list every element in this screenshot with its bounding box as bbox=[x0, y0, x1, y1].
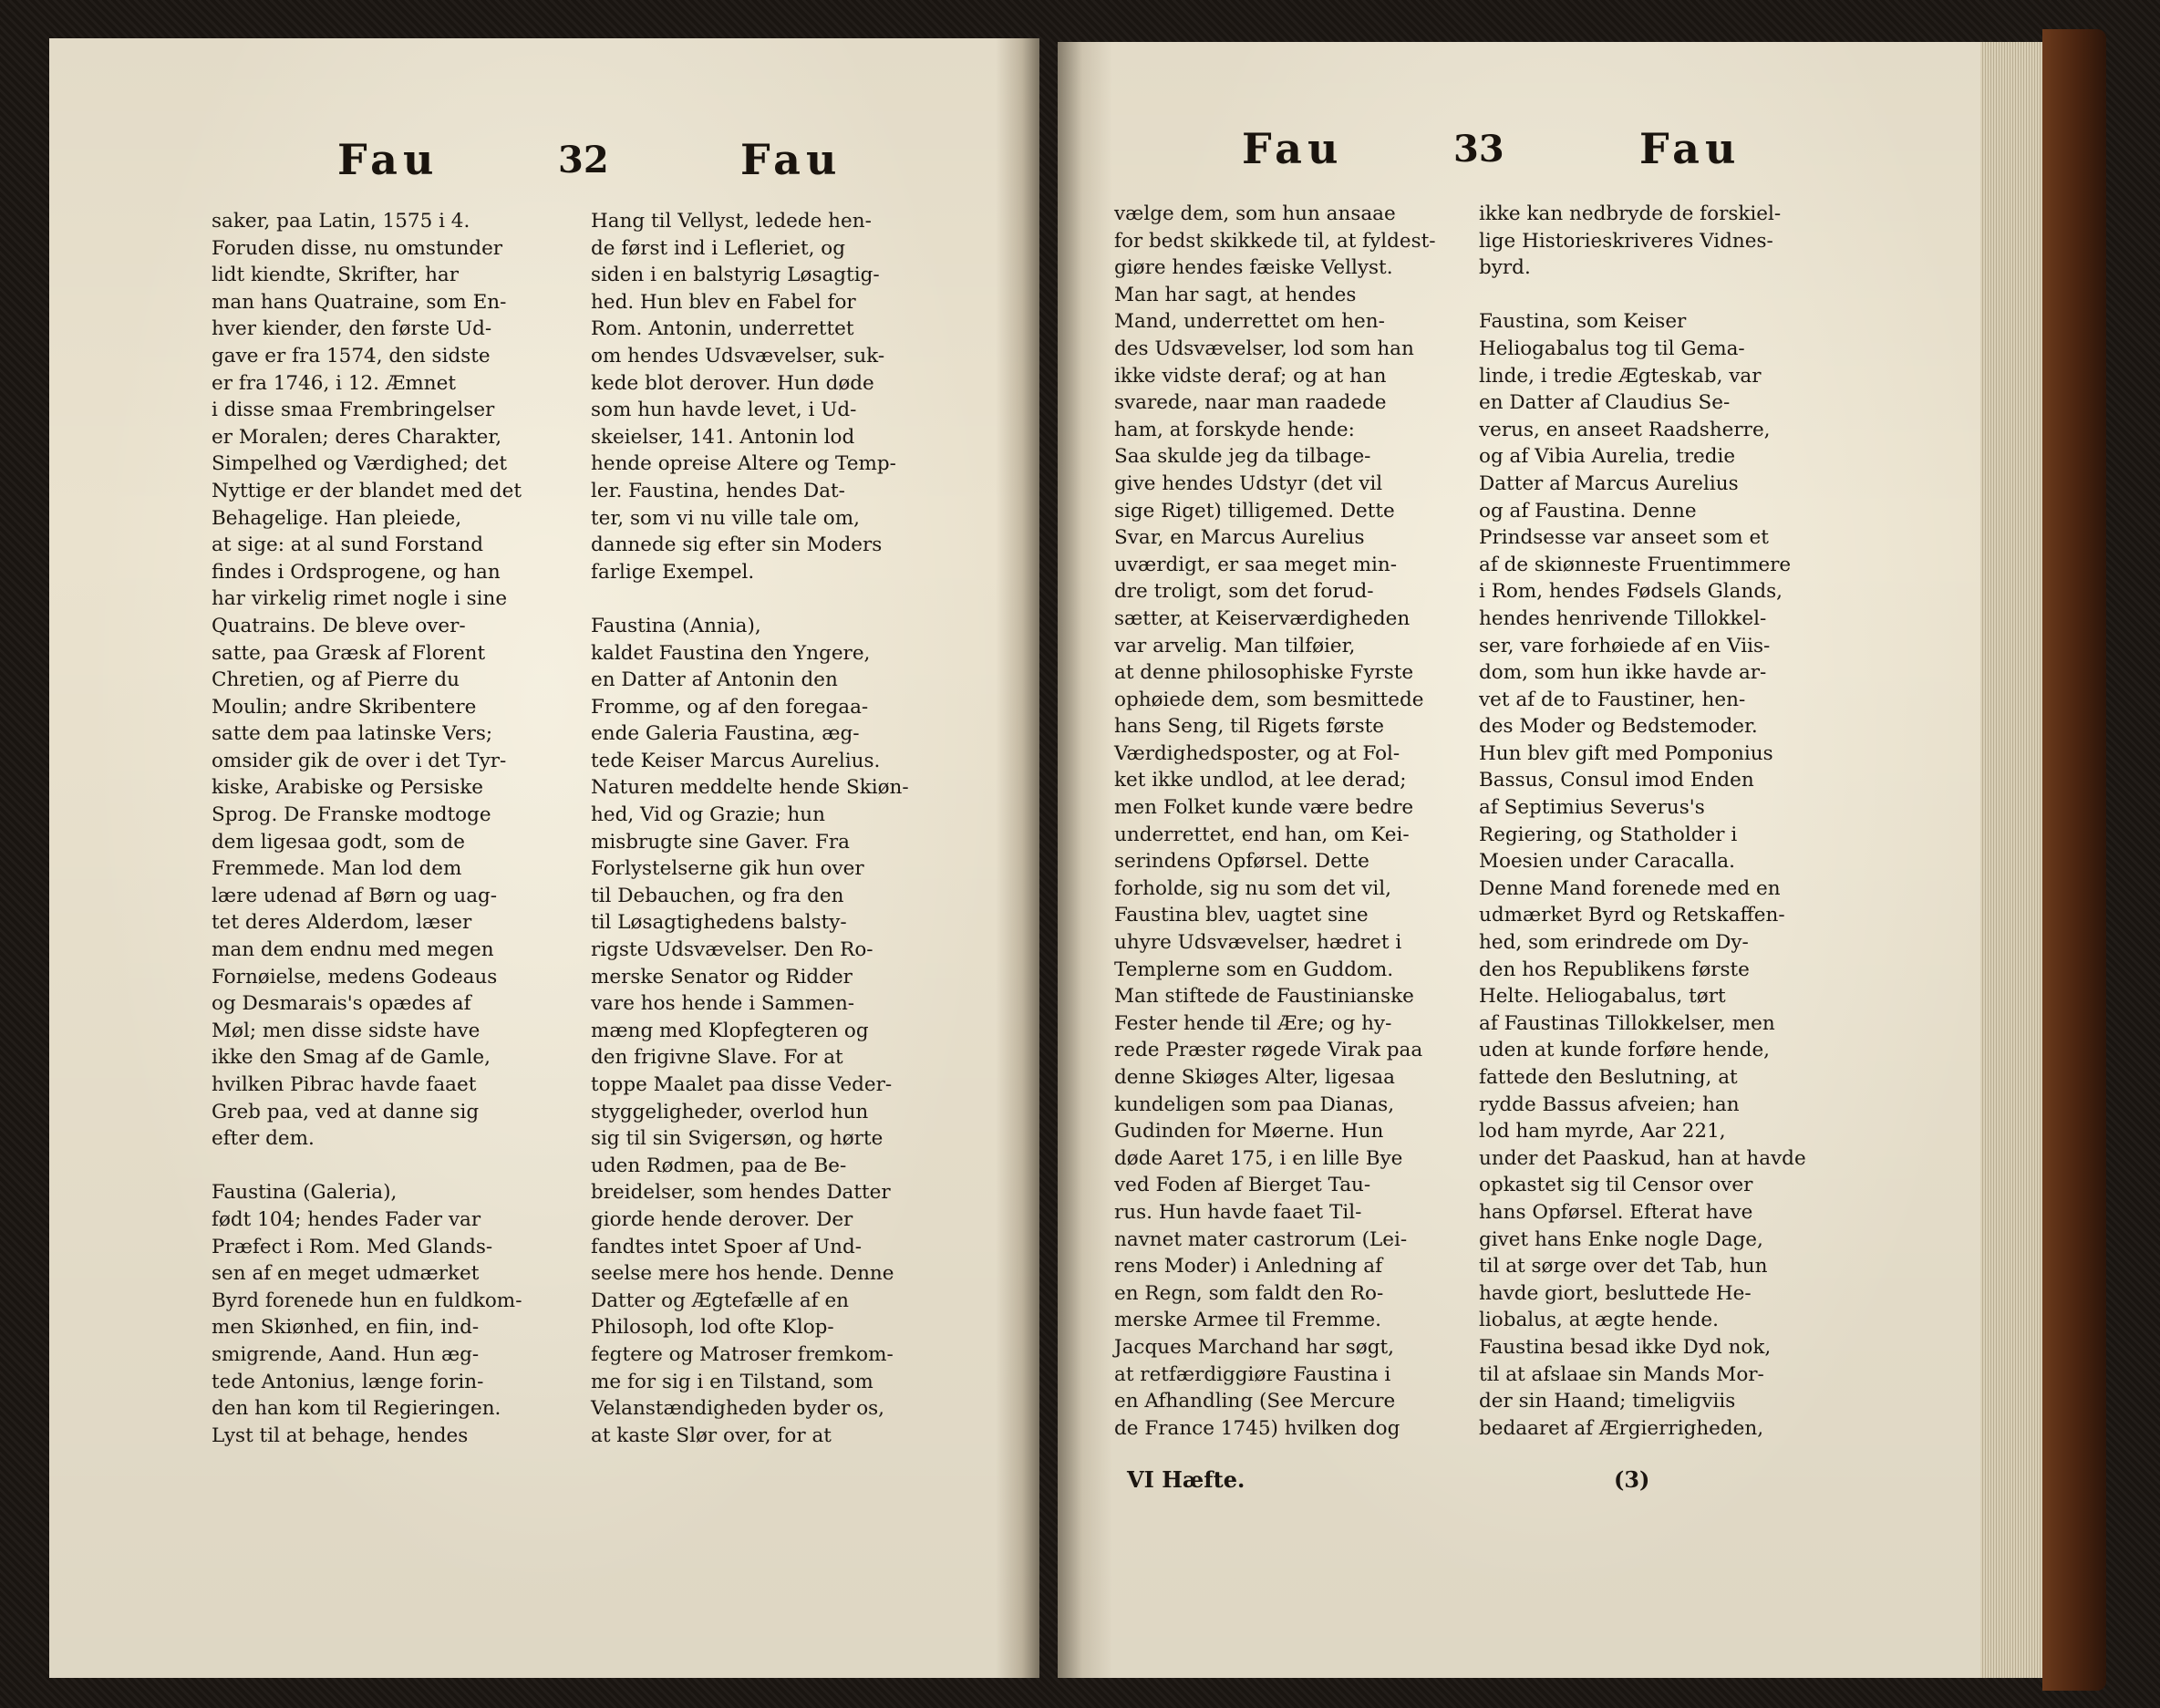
text-line: den frigivne Slave. For at bbox=[591, 1046, 843, 1070]
text-line: Regiering, og Statholder i bbox=[1479, 823, 1738, 846]
text-line: svarede, naar man raadede bbox=[1114, 391, 1387, 415]
text-line: og af Faustina. Denne bbox=[1479, 499, 1697, 523]
text-line: mæng med Klopfegteren og bbox=[591, 1019, 869, 1042]
text-line: Gudinden for Møerne. Hun bbox=[1114, 1120, 1384, 1144]
text-line: findes i Ordsprogene, og han bbox=[212, 560, 501, 584]
text-line: verus, en anseet Raadsherre, bbox=[1479, 418, 1771, 441]
text-line: uden Rødmen, paa de Be- bbox=[591, 1154, 847, 1177]
text-line: Rom. Antonin, underrettet bbox=[591, 317, 854, 341]
right-page-column-2 bbox=[1479, 201, 1806, 1442]
text-line: merske Senator og Ridder bbox=[591, 965, 853, 989]
text-line: en Datter af Claudius Se- bbox=[1479, 391, 1731, 415]
text-line: man dem endnu med megen bbox=[212, 938, 494, 962]
text-line: i Rom, hendes Fødsels Glands, bbox=[1479, 580, 1783, 604]
text-line: for bedst skikkede til, at fyldest- bbox=[1114, 229, 1436, 253]
left-page-column-1 bbox=[212, 208, 522, 1449]
text-line: Hun blev gift med Pomponius bbox=[1479, 741, 1773, 765]
right-page-column-1 bbox=[1114, 201, 1436, 1442]
text-line: ser, vare forhøiede af en Viis- bbox=[1479, 634, 1771, 657]
text-line: af de skiønneste Fruentimmere bbox=[1479, 553, 1792, 576]
text-line: hans Seng, til Rigets første bbox=[1114, 715, 1384, 739]
text-line: ved Foden af Bierget Tau- bbox=[1114, 1174, 1371, 1197]
text-line: vare hos hende i Sammen- bbox=[591, 992, 855, 1016]
text-line: gave er fra 1574, den sidste bbox=[212, 344, 491, 367]
text-line: Saa skulde jeg da tilbage- bbox=[1114, 445, 1371, 469]
text-line: sætter, at Keiserværdigheden bbox=[1114, 606, 1411, 630]
text-line: Behagelige. Han pleiede, bbox=[212, 506, 462, 530]
text-line: om hendes Udsvævelser, suk- bbox=[591, 344, 885, 367]
text-line: farlige Exempel. bbox=[591, 560, 755, 584]
text-line: underrettet, end han, om Kei- bbox=[1114, 823, 1410, 846]
text-line: Man har sagt, at hendes bbox=[1114, 283, 1357, 306]
text-line: toppe Maalet paa disse Veder- bbox=[591, 1073, 893, 1096]
text-line: fegtere og Matroser fremkom- bbox=[591, 1342, 894, 1366]
text-line: merske Armee til Fremme. bbox=[1114, 1309, 1381, 1332]
text-line bbox=[591, 585, 909, 613]
gutter-shadow-left bbox=[996, 38, 1039, 1678]
text-line: breidelser, som hendes Datter bbox=[591, 1181, 891, 1205]
text-line: give hendes Udstyr (det vil bbox=[1114, 471, 1383, 495]
text-line: lidt kiendte, Skrifter, har bbox=[212, 264, 460, 287]
text-line: Lyst til at behage, hendes bbox=[212, 1423, 469, 1447]
left-header-left-word: Fau bbox=[337, 135, 439, 184]
text-line: Svar, en Marcus Aurelius bbox=[1114, 526, 1365, 550]
text-line: ikke vidste deraf; og at han bbox=[1114, 364, 1387, 388]
text-line: en Regn, som faldt den Ro- bbox=[1114, 1281, 1384, 1305]
text-line: til Debauchen, og fra den bbox=[591, 884, 844, 907]
text-line: Velanstændigheden byder os, bbox=[591, 1397, 885, 1421]
text-line: Fromme, og af den foregaa- bbox=[591, 695, 869, 719]
text-line: sig til sin Svigersøn, og hørte bbox=[591, 1127, 884, 1151]
text-line: giøre hendes fæiske Vellyst. bbox=[1114, 256, 1393, 280]
text-line: Faustina, som Keiser bbox=[1479, 310, 1687, 334]
text-line bbox=[1479, 282, 1806, 309]
text-line: at denne philosophiske Fyrste bbox=[1114, 661, 1414, 685]
text-line: smigrende, Aand. Hun æg- bbox=[212, 1342, 480, 1366]
text-line: Præfect i Rom. Med Glands- bbox=[212, 1235, 493, 1258]
text-line: i disse smaa Frembringelser bbox=[212, 399, 495, 422]
text-line: Templerne som en Guddom. bbox=[1114, 958, 1394, 981]
text-line: er fra 1746, i 12. Æmnet bbox=[212, 371, 456, 395]
text-line: Datter og Ægtefælle af en bbox=[591, 1289, 850, 1312]
text-line: døde Aaret 175, i en lille Bye bbox=[1114, 1146, 1403, 1170]
right-page-number: 33 bbox=[1453, 128, 1504, 171]
text-line: skeielser, 141. Antonin lod bbox=[591, 425, 855, 449]
text-line: til at sørge over det Tab, hun bbox=[1479, 1255, 1768, 1278]
signature-mark-gathering: (3) bbox=[1614, 1466, 1650, 1493]
text-line: af Faustinas Tillokkelser, men bbox=[1479, 1011, 1775, 1035]
text-line: lige Historieskriveres Vidnes- bbox=[1479, 229, 1773, 253]
text-line: Denne Mand forenede med en bbox=[1479, 876, 1781, 900]
text-line: linde, i tredie Ægteskab, var bbox=[1479, 364, 1762, 388]
text-line: ende Galeria Faustina, æg- bbox=[591, 722, 860, 746]
text-line: ophøiede dem, som besmittede bbox=[1114, 688, 1424, 711]
text-line: Sprog. De Franske modtoge bbox=[212, 803, 491, 827]
text-line: byrd. bbox=[1479, 256, 1531, 280]
text-line: giorde hende derover. Der bbox=[591, 1207, 853, 1231]
text-line: var arvelig. Man tilføier, bbox=[1114, 634, 1356, 657]
text-line: satte, paa Græsk af Florent bbox=[212, 641, 486, 665]
text-line: forholde, sig nu som det vil, bbox=[1114, 876, 1391, 900]
right-header-right-word: Fau bbox=[1639, 124, 1741, 173]
text-line: Nyttige er der blandet med det bbox=[212, 479, 522, 502]
text-line: rydde Bassus afveien; han bbox=[1479, 1092, 1740, 1116]
text-line: des Moder og Bedstemoder. bbox=[1479, 715, 1758, 739]
text-line: Simpelhed og Værdighed; det bbox=[212, 452, 508, 476]
text-line: siden i en balstyrig Løsagtig- bbox=[591, 264, 880, 287]
text-line: at sige: at al sund Forstand bbox=[212, 533, 483, 557]
text-line: Helte. Heliogabalus, tørt bbox=[1479, 985, 1726, 1009]
text-line: hvilken Pibrac havde faaet bbox=[212, 1073, 477, 1096]
text-line: Man stiftede de Faustinianske bbox=[1114, 985, 1414, 1009]
text-line: ikke den Smag af de Gamle, bbox=[212, 1046, 491, 1070]
text-line: seelse mere hos hende. Denne bbox=[591, 1262, 894, 1286]
text-line: Hang til Vellyst, ledede hen- bbox=[591, 210, 872, 233]
text-line: saker, paa Latin, 1575 i 4. bbox=[212, 210, 470, 233]
text-line: der sin Haand; timeligviis bbox=[1479, 1390, 1736, 1413]
text-line: Bassus, Consul imod Enden bbox=[1479, 769, 1754, 792]
text-line: Greb paa, ved at danne sig bbox=[212, 1100, 480, 1123]
text-line: hendes henrivende Tillokkel- bbox=[1479, 606, 1767, 630]
text-line: til at afslaae sin Mands Mor- bbox=[1479, 1362, 1764, 1386]
text-line: af Septimius Severus's bbox=[1479, 796, 1705, 820]
text-line: de først ind i Lefleriet, og bbox=[591, 236, 845, 260]
text-line: under det Paaskud, han at havde bbox=[1479, 1146, 1806, 1170]
text-line: har virkelig rimet nogle i sine bbox=[212, 587, 508, 611]
text-line: Prindsesse var anseet som et bbox=[1479, 526, 1769, 550]
text-line: hans Opførsel. Efterat have bbox=[1479, 1200, 1753, 1224]
text-line: til Løsagtighedens balsty- bbox=[591, 911, 847, 935]
text-line: og Desmarais's opædes af bbox=[212, 992, 471, 1016]
text-line: tede Antonius, længe forin- bbox=[212, 1370, 484, 1393]
text-line: hver kiender, den første Ud- bbox=[212, 317, 492, 341]
text-line: kiske, Arabiske og Persiske bbox=[212, 776, 483, 800]
text-line: hed, Vid og Grazie; hun bbox=[591, 803, 825, 827]
text-line: den han kom til Regieringen. bbox=[212, 1397, 501, 1421]
text-line: Naturen meddelte hende Skiøn- bbox=[591, 776, 909, 800]
text-line: men Skiønhed, en fiin, ind- bbox=[212, 1316, 480, 1340]
text-line: havde giort, besluttede He- bbox=[1479, 1281, 1752, 1305]
text-line: Faustina besad ikke Dyd nok, bbox=[1479, 1335, 1772, 1359]
text-line: Datter af Marcus Aurelius bbox=[1479, 471, 1739, 495]
text-line: serindens Opførsel. Dette bbox=[1114, 850, 1369, 874]
text-line: fattede den Beslutning, at bbox=[1479, 1066, 1738, 1089]
text-line: hed. Hun blev en Fabel for bbox=[591, 290, 856, 314]
text-line: Philosoph, lod ofte Klop- bbox=[591, 1316, 834, 1340]
text-line: Moulin; andre Skribentere bbox=[212, 695, 477, 719]
right-header-left-word: Fau bbox=[1242, 124, 1344, 173]
text-line: rigste Udsvævelser. Den Ro- bbox=[591, 938, 873, 962]
text-line: tet deres Alderdom, læser bbox=[212, 911, 472, 935]
text-line: des Udsvævelser, lod som han bbox=[1114, 336, 1414, 360]
text-line: styggeligheder, overlod hun bbox=[591, 1100, 869, 1123]
text-line: man hans Quatraine, som En- bbox=[212, 290, 507, 314]
text-line: Heliogabalus tog til Gema- bbox=[1479, 336, 1745, 360]
text-line: satte dem paa latinske Vers; bbox=[212, 722, 493, 746]
text-line: denne Skiøges Alter, ligesaa bbox=[1114, 1066, 1395, 1089]
text-line: Faustina (Annia), bbox=[591, 614, 761, 637]
text-line: Fremmede. Man lod dem bbox=[212, 857, 462, 881]
text-line: misbrugte sine Gaver. Fra bbox=[591, 830, 850, 854]
text-line: dre troligt, som det forud- bbox=[1114, 580, 1374, 604]
left-page-column-2 bbox=[591, 208, 909, 1449]
text-line: tede Keiser Marcus Aurelius. bbox=[591, 749, 881, 772]
text-line: uværdigt, er saa meget min- bbox=[1114, 553, 1397, 576]
book-cover-edge bbox=[2042, 29, 2106, 1691]
left-header-right-word: Fau bbox=[740, 135, 842, 184]
text-line: Byrd forenede hun en fuldkom- bbox=[212, 1289, 522, 1312]
text-line: givet hans Enke nogle Dage, bbox=[1479, 1227, 1763, 1251]
page-edges bbox=[1980, 42, 2042, 1678]
signature-mark-volume: VI Hæfte. bbox=[1127, 1466, 1245, 1493]
text-line: omsider gik de over i det Tyr- bbox=[212, 749, 507, 772]
text-line: ket ikke undlod, at lee derad; bbox=[1114, 769, 1407, 792]
text-line: ham, at forskyde hende: bbox=[1114, 418, 1355, 441]
left-page-number: 32 bbox=[558, 139, 609, 181]
text-line: uden at kunde forføre hende, bbox=[1479, 1039, 1771, 1062]
text-line: hed, som erindrede om Dy- bbox=[1479, 931, 1749, 955]
text-line: Moesien under Caracalla. bbox=[1479, 850, 1735, 874]
text-line: født 104; hendes Fader var bbox=[212, 1207, 481, 1231]
text-line: ter, som vi nu ville tale om, bbox=[591, 506, 860, 530]
text-line: sige Riget) tilligemed. Dette bbox=[1114, 499, 1395, 523]
text-line: og af Vibia Aurelia, tredie bbox=[1479, 445, 1736, 469]
text-line: lod ham myrde, Aar 221, bbox=[1479, 1120, 1726, 1144]
text-line: Foruden disse, nu omstunder bbox=[212, 236, 503, 260]
text-line: Chretien, og af Pierre du bbox=[212, 668, 460, 692]
text-line: fandtes intet Spoer af Und- bbox=[591, 1235, 863, 1258]
text-line: Faustina (Galeria), bbox=[212, 1181, 398, 1205]
text-line: kede blot derover. Hun døde bbox=[591, 371, 874, 395]
text-line: rede Præster røgede Virak paa bbox=[1114, 1039, 1423, 1062]
text-line: vælge dem, som hun ansaae bbox=[1114, 202, 1396, 225]
text-line: dannede sig efter sin Moders bbox=[591, 533, 883, 557]
text-line: ler. Faustina, hendes Dat- bbox=[591, 479, 845, 502]
text-line: dom, som hun ikke havde ar- bbox=[1479, 661, 1767, 685]
text-line: bedaaret af Ærgierrigheden, bbox=[1479, 1416, 1764, 1440]
text-line: kaldet Faustina den Yngere, bbox=[591, 641, 871, 665]
text-line: men Folket kunde være bedre bbox=[1114, 796, 1414, 820]
text-line: rens Moder) i Anledning af bbox=[1114, 1255, 1383, 1278]
text-line: som hun havde levet, i Ud- bbox=[591, 399, 857, 422]
text-line: ikke kan nedbryde de forskiel- bbox=[1479, 202, 1782, 225]
text-line: hende opreise Altere og Temp- bbox=[591, 452, 896, 476]
text-line: Møl; men disse sidste have bbox=[212, 1019, 481, 1042]
text-line: at kaste Slør over, for at bbox=[591, 1423, 832, 1447]
text-line: uhyre Udsvævelser, hædret i bbox=[1114, 931, 1402, 955]
text-line: navnet mater castrorum (Lei- bbox=[1114, 1227, 1408, 1251]
text-line: kundeligen som paa Dianas, bbox=[1114, 1092, 1395, 1116]
text-line: opkastet sig til Censor over bbox=[1479, 1174, 1753, 1197]
text-line: lære udenad af Børn og uag- bbox=[212, 884, 498, 907]
text-line bbox=[212, 1153, 522, 1180]
text-line: rus. Hun havde faaet Til- bbox=[1114, 1200, 1362, 1224]
text-line: Faustina blev, uagtet sine bbox=[1114, 904, 1369, 927]
text-line: Fester hende til Ære; og hy- bbox=[1114, 1011, 1392, 1035]
text-line: dem ligesaa godt, som de bbox=[212, 830, 465, 854]
text-line: me for sig i en Tilstand, som bbox=[591, 1370, 873, 1393]
text-line: liobalus, at ægte hende. bbox=[1479, 1309, 1719, 1332]
text-line: er Moralen; deres Charakter, bbox=[212, 425, 502, 449]
text-line: sen af en meget udmærket bbox=[212, 1262, 480, 1286]
text-line: en Datter af Antonin den bbox=[591, 668, 838, 692]
text-line: Værdighedsposter, og at Fol- bbox=[1114, 741, 1400, 765]
text-line: udmærket Byrd og Retskaffen- bbox=[1479, 904, 1785, 927]
text-line: Quatrains. De bleve over- bbox=[212, 614, 466, 637]
text-line: efter dem. bbox=[212, 1127, 315, 1151]
text-line: Forlystelserne gik hun over bbox=[591, 857, 864, 881]
text-line: Fornøielse, medens Godeaus bbox=[212, 965, 498, 989]
text-line: en Afhandling (See Mercure bbox=[1114, 1390, 1396, 1413]
gutter-shadow-right bbox=[1058, 42, 1112, 1678]
text-line: de France 1745) hvilken dog bbox=[1114, 1416, 1400, 1440]
text-line: den hos Republikens første bbox=[1479, 958, 1750, 981]
text-line: Jacques Marchand har søgt, bbox=[1114, 1335, 1394, 1359]
text-line: vet af de to Faustiner, hen- bbox=[1479, 688, 1746, 711]
text-line: Mand, underrettet om hen- bbox=[1114, 310, 1385, 334]
text-line: at retfærdiggiøre Faustina i bbox=[1114, 1362, 1391, 1386]
